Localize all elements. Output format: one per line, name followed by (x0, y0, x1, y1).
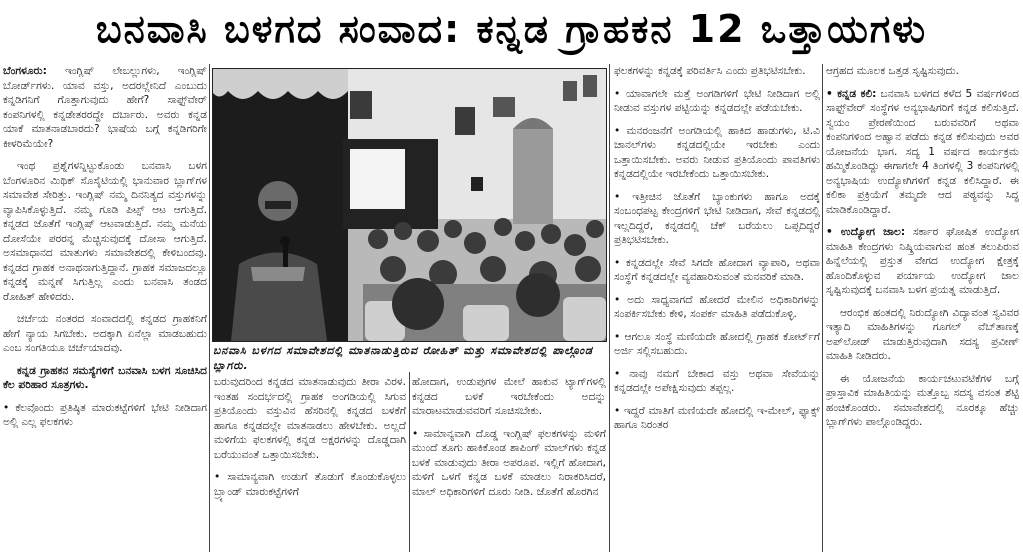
paragraph: ಈ ಯೋಜನೆಯ ಕಾರ್ಯಚಟುವಟಿಕೆಗಳ ಬಗ್ಗೆ ಪ್ರಾಸ್ತಾವಿಕ ಮಾಹಿತಿಯನ್ನು ಮತ್ತೊಬ್ಬ ಸದಸ್ಯ ವಸಂತ ಶೆಟ್ಟಿ ಹಂಚಿಕೊಂಡರು. ಸಮಾವೇಶದಲ್ಲಿ ನೂರಕ್ಕೂ ಹೆಚ್ಚು ಬ್ಲಾಗ್‌ಗಳು ಪಾಲ್ಗೊಂಡಿದ್ದರು. (826, 372, 1019, 428)
paragraph: ಆಗ್ರಹದ ಮೂಲಕ ಒತ್ತಡ ಸೃಷ್ಟಿಸುವುದು. (826, 65, 960, 77)
paragraph: ಇಂಥ ಪ್ರಶ್ನೆಗಳನ್ನಿಟ್ಟುಕೊಂಡು ಬನವಾಸಿ ಬಳಗ ಬೆಂಗಳೂರಿನ ಮಿಥಿಕ್ ಸೊಸೈಟಿಯಲ್ಲಿ ಭಾನುವಾರ ಬ್ಲಾಗ್‌ಗಳ ಸಮಾವೇಶ ಸೇರಿತ್ತು. ಇಂಗ್ಲಿಷ್ ನಮ್ಮ ದಿನನಿತ್ಯದ ವಸ್ತುಗಳನ್ನು ವ್ಯಾಪಿಸಿಕೊಳ್ಳುತ್ತಿದೆ. ನಮ್ಮ ಗೂಡಿ ಪಿಟ್ಸ್ ಆಟ ಆಗುತ್ತಿದೆ. ಕನ್ನಡದ ಜೊತೆಗೆ ಇಂಗ್ಲಿಷ್ ಆಟವಾಡುತ್ತಿದೆ. ನಮ್ಮ ಮನೆಯ ದೋಸೆಯೇ ಪರರನ್ನ ಮೆಚ್ಚಿಸುವುದಕ್ಕೆ ದೋಸಾ ಆಗುತ್ತಿದೆ. ಅಸಮಾಧಾನದ ಮಾತುಗಳು ಸಮಾವೇಶದಲ್ಲಿ ಕೇಳಿಬಂದವು. ಕನ್ನಡದ ಗ್ರಾಹಕ ಅನಾಥನಾಗುತ್ತಿದ್ದಾನೆ. ಗ್ರಾಹಕ ಸಮಾಜದಲ್ಲೂ ಕನ್ನಡಕ್ಕೆ ಮನ್ನಣೆ ಸಿಗುತ್ತಿಲ್ಲ ಎಂದು ಬನವಾಸಿ ತಂಡದ ರೋಹಿತ್ ಹೇಳಿದರು. (3, 160, 207, 303)
article-column-1 (3, 64, 207, 552)
event-photo (212, 68, 607, 342)
article-column-3 (614, 64, 820, 552)
dateline: ಬೆಂಗಳೂರು: (3, 65, 47, 77)
paragraph: ಸರ್ಕಾರ ಘೋಷಿತ ಉದ್ಯೋಗ ಮಾಹಿತಿ ಕೇಂದ್ರಗಳು ನಿಷ್ಕ್ರಿಯವಾಗುವ ಹಂತ ತಲುಪಿರುವ ಹಿನ್ನೆಲೆಯಲ್ಲಿ ಪ್ರಸ್ತುತ ವೇಗದ ಉದ್ಯೋಗ ಕ್ಷೇತ್ರಕ್ಕೆ ಹೊಂದಿಕೊಳ್ಳುವ ಪರ್ಯಾಯ ಉದ್ಯೋಗ ಜಾಲ ಸೃಷ್ಟಿಸುವುದಕ್ಕೆ ಬನವಾಸಿ ಬಳಗ ಪ್ರಯತ್ನ ಮಾಡುತ್ತಿದೆ. (826, 226, 1019, 296)
paragraph: ಬನವಾಸಿ ಬಳಗದ ಕಳೆದ 5 ವರ್ಷಗಳಿಂದ ಸಾಫ್ಟ್‌ವೇರ್ ಸಂಸ್ಥೆಗಳ ಅನ್ಯಭಾಷಿಗರಿಗೆ ಕನ್ನಡ ಕಲಿಸುತ್ತಿದೆ. ಸ್ವಯಂ ಪ್ರೇರಣೆಯಿಂದ ಬರುವವರಿಗೆ ಅಥವಾ ಕಂಪನಿಗಳಿಂದ ಅಹ್ವಾನ ಪಡೆದು ಕನ್ನಡ ಕಲಿಸುವುದು ಅವರ ಯೋಜನೆಯ ಭಾಗ. ಸದ್ಯ 1 ವರ್ಷದ ಕಾರ್ಯಕ್ರಮ ಹಮ್ಮಿಕೊಂಡಿದ್ದು ಈಗಾಗಲೇ 4 ತಿಂಗಳಲ್ಲಿ 3 ಕಂಪನಿಗಳಲ್ಲಿ ಅನ್ಯಭಾಷಿಯ ಉದ್ಯೋಗಿಗಳಿಗೆ ಕನ್ನಡ ಕಲಿಸಿದ್ದಾರೆ. ಈ ಕಲಿಕಾ ಪ್ರಕ್ರಿಯೆಗೆ ತಮ್ಮದೇ ಆದ ಪಠ್ಯವನ್ನು ಸಿದ್ಧ ಮಾಡಿಕೊಂಡಿದ್ದಾರೆ. (826, 87, 1019, 216)
bullet-paragraph: • ನಾವು ನಮಗೆ ಬೇಕಾದ ವಸ್ತು ಅಥವಾ ಸೇವೆಯನ್ನು ಕನ್ನಡದಲ್ಲೇ ಅಪೇಕ್ಷಿಸುವುದು ತಪ್ಪಲ್ಲ. (614, 367, 820, 394)
paragraph: ಹೋದಾಗ, ಉಡುಪುಗಳ ಮೇಲೆ ಹಾಕುವ ಟ್ಯಾಗ್‌ಗಳಲ್ಲಿ ಕನ್ನಡದ ಬಳಕೆ ಇರಬೇಕೆಂದು ಅದನ್ನು ಮಾರಾಟಮಾಡುವವರಿಗೆ ಸೂಚಿಸಬೇಕು. (412, 376, 606, 417)
column-rule (409, 372, 410, 552)
subheading: ಕನ್ನಡ ಗ್ರಾಹಕನ ಸಮಸ್ಯೆಗಳಿಗೆ ಬನವಾಸಿ ಬಳಗ ಸೂಚಿಸಿದ ಕೆಲ ಪರಿಹಾರ ಸೂತ್ರಗಳು. (3, 364, 207, 391)
article-headline: ಬನವಾಸಿ ಬಳಗದ ಸಂವಾದ: ಕನ್ನಡ ಗ್ರಾಹಕನ 12 ಒತ್ತಾಯಗಳು (95, 7, 928, 51)
bullet-paragraph: • ಸಾಮಾನ್ಯವಾಗಿ ದೊಡ್ಡ ಇಂಗ್ಲಿಷ್ ಫಲಕಗಳನ್ನು ಮಳಿಗೆ ಮುಂದೆ ತೂಗು ಹಾಕಿಕೊಂಡ ಶಾಪಿಂಗ್ ಮಾಲ್‌ಗಳು ಕನ್ನಡ ಬಳಕೆ ಮಾಡುವುದು ತೀರಾ ಅಪರೂಪ. ಇಲ್ಲಿಗೆ ಹೋದಾಗ, ಮಳಿಗೆ ಒಳಗೆ ಕನ್ನಡ ಬಳಕೆ ಮಾಡಲು ನಿರಾಕರಿಸಿದರೆ, ಮಾಲ್ ಅಧಿಕಾರಿಗಳಿಗೆ ದೂರು ನೀಡಿ. ಜೊತೆಗೆ ಹೊರಗಿನ (412, 427, 606, 498)
bullet-paragraph: • ಅದು ಸಾಧ್ಯವಾಗದೆ ಹೋದರೆ ಮೇಲಿನ ಅಧಿಕಾರಿಗಳನ್ನು ಸಂಪರ್ಕಿಸಬೇಕು ಕೇಳಿ, ಸಂಪರ್ಕ ಮಾಹಿತಿ ಪಡೆದುಕೊಳ್ಳಿ. (614, 293, 820, 320)
bullet-paragraph: • ಇತ್ತೀಚಿನ ಜೊತೆಗೆ ಬ್ಯಾಂಕುಗಳು ಹಾಗೂ ಅದಕ್ಕೆ ಸಂಬಂಧಪಟ್ಟ ಕೇಂದ್ರಗಳಿಗೆ ಭೇಟಿ ನೀಡಿದಾಗ, ಸೇವೆ ಕನ್ನಡದಲ್ಲಿ ಇಲ್ಲದಿದ್ದರೆ, ಕನ್ನಡದಲ್ಲಿ ಚೆಕ್ ಬರೆಯಲು ಒಪ್ಪದಿದ್ದರೆ ಪ್ರತಿಭಟಿಸಬೇಕು. (614, 190, 820, 246)
article-column-2b (412, 375, 606, 553)
bullet-paragraph: • ಆಗಲೂ ಸಂಸ್ಥೆ ಮಣಿಯದೇ ಹೋದಲ್ಲಿ ಗ್ರಾಹಕ ಕೋರ್ಟ್‌ಗೆ ಅರ್ಜಿ ಸಲ್ಲಿಸಬಹುದು. (614, 330, 820, 357)
photo-caption: ಬನವಾಸಿ ಬಳಗದ ಸಮಾವೇಶದಲ್ಲಿ ಮಾತನಾಡುತ್ತಿರುವ ರೋಹಿತ್ ಮತ್ತು ಸಮಾವೇಶದಲ್ಲಿ ಪಾಲ್ಗೊಂಡ ಬ್ಲಾಗರು. (213, 344, 593, 372)
paragraph: ಆರಂಭಿಕ ಹಂತದಲ್ಲಿ ನಿರುದ್ಯೋಗಿ ವಿದ್ಯಾವಂತ ಸ್ವವಿವರ ಇತ್ಯಾದಿ ಮಾಹಿತಿಗಳನ್ನು ಗೂಗಲ್ ವೆಬ್‌ತಾಣಕ್ಕೆ ಅಪ್‌ಲೋಡ್ ಮಾಡುತ್ತಿರುವುದಾಗಿ ಸದಸ್ಯ ಪ್ರವೀಣ್ ಮಾಹಿತಿ ನೀಡಿದರು. (826, 306, 1019, 362)
bullet-paragraph: • ಇದ್ದರೆ ಮಾತಿಗೆ ಮಣಿಯದೇ ಹೋದಲ್ಲಿ ಇ-ಮೇಲ್, ಫ್ಯಾಕ್ಸ್ ಹಾಗೂ ನಿರಂತರ (614, 404, 820, 431)
article-column-2a (214, 375, 406, 553)
column-rule (209, 64, 210, 552)
column-rule (609, 64, 610, 552)
column-rule (822, 64, 823, 552)
bullet-paragraph: • ಯಾವಾಗಲೇ ಮತ್ತೆ ಅಂಗಡಿಗಳಿಗೆ ಭೇಟಿ ನೀಡಿದಾಗ ಅಲ್ಲಿ ನೀಡುವ ವಸ್ತುಗಳ ಪಟ್ಟಿಯನ್ನು ಕನ್ನಡದಲ್ಲೇ ಪಡೆಯಬೇಕು. (614, 87, 820, 114)
paragraph: ಇಂಗ್ಲಿಷ್ ಲೇಬಲ್ಲುಗಳು, ಇಂಗ್ಲಿಷ್ ಬೋರ್ಡ್‌ಗಳು. ಯಾವ ವಸ್ತು, ಅದರಲ್ಲೇನಿದೆ ಎಂಬುದು ಕನ್ನಡಿಗನಿಗೆ ಗೊತ್ತಾಗುವುದು ಹೇಗೆ? ಸಾಫ್ಟ್‌ವೇರ್ ಕಂಪನಿಗಳಲ್ಲಿ ಕನ್ನಡೇತರರದ್ದೇ ದರ್ಬಾರು. ಅವರು ಕನ್ನಡ ಯಾಕೆ ಮಾತನಾಡಬಾರದು? ಭಾಷೆಯ ಬಗ್ಗೆ ಕನ್ನಡಿಗರಿಗೇ ಕೀಳರಿಮೆಯೇ? (3, 65, 207, 150)
bullet-paragraph: • ಕನ್ನಡದಲ್ಲೇ ಸೇವೆ ಸಿಗದೇ ಹೋದಾಗ ವ್ಯಾಪಾರಿ, ಅಥವಾ ಸಂಸ್ಥೆಗೆ ಕನ್ನಡದಲ್ಲೇ ವ್ಯವಹಾರಿಸುವಂತೆ ಮನವರಿಕೆ ಮಾಡಿ. (614, 256, 820, 283)
bullet-paragraph: • ಮನರಂಜನೆಗೆ ಅಂಗಡಿಯಲ್ಲಿ ಹಾಕಿದ ಹಾಡುಗಳು, ಟಿ.ವಿ ಚಾನಲ್‌ಗಳು ಕನ್ನಡದಲ್ಲಿಯೇ ಇರಬೇಕು ಎಂದು ಒತ್ತಾಯಿಸಬೇಕು. ಅವರು ನೀಡುವ ಪ್ರತಿಯೊಂದು ಪಾವತಿಗಳು ಕನ್ನಡದಲ್ಲಿಯೇ ಇರಬೇಕೆಂದು ಒತ್ತಾಯಿಸಬೇಕು. (614, 124, 820, 180)
paragraph: ಫಲಕಗಳನ್ನು ಕನ್ನಡಕ್ಕೆ ಪರಿವರ್ತಿಸಿ ಎಂದು ಪ್ರತಿಭಟಿಸಬೇಕು. (614, 65, 806, 77)
article-column-4 (826, 64, 1019, 552)
paragraph: ಚರ್ಚೆಯ ನಂತರದ ಸಂವಾದದಲ್ಲಿ ಕನ್ನಡದ ಗ್ರಾಹಕನಿಗೆ ಹೇಗೆ ನ್ಯಾಯ ಸಿಗಬೇಕು. ಅದಕ್ಕಾಗಿ ಏನೆಲ್ಲಾ ಮಾಡಬಹುದು ಎಂಬ ಸಂಗತಿಯೂ ಚರ್ಚೆಯಾದವು. (3, 313, 207, 354)
bullet-lead: • ಕನ್ನಡ ಕಲಿ: (826, 87, 877, 100)
bullet-paragraph: • ಕೆಲವೊಂದು ಪ್ರತಿಷ್ಠಿತ ಮಾರುಕಟ್ಟೆಗಳಿಗೆ ಭೇಟಿ ನೀಡಿದಾಗ ಅಲ್ಲಿ ಎಲ್ಲ ಫಲಕಗಳು (3, 401, 207, 428)
paragraph: ಬರುವುದರಿಂದ ಕನ್ನಡದ ಮಾತನಾಡುವುದು ತೀರಾ ವಿರಳ. ಇಂತಹ ಸಂದರ್ಭದಲ್ಲಿ ಗ್ರಾಹಕ ಅಂಗಡಿಯಲ್ಲಿ ಸಿಗುವ ಪ್ರತಿಯೊಂದು ವಸ್ತುವಿನ ಹೆಸರಿನಲ್ಲಿ ಕನ್ನಡದ ಬಳಕೆಗೆ ಹಾಗೂ ಕನ್ನಡದಲ್ಲೇ ಮಾತನಾಡಲು ಹೇಳಬೇಕು. ಅಲ್ಲದೆ ಮಳಿಗೆಯ ಫಲಕಗಳಲ್ಲಿ ಕನ್ನಡ ಅಕ್ಷರಗಳನ್ನು ದೊಡ್ಡದಾಗಿ ಬರೆಯುವಂತೆ ಒತ್ತಾಯಿಸಬೇಕು. (214, 376, 406, 461)
bullet-lead: • ಉದ್ಯೋಗ ಜಾಲ: (826, 226, 906, 238)
bullet-paragraph: • ಸಾಮಾನ್ಯವಾಗಿ ಉಡುಗೆ ತೊಡುಗೆ ಕೊಂಡುಕೊಳ್ಳಲು ಬ್ರ್ಯಾಂಡ್ ಮಾರುಕಟ್ಟೆಗಳಿಗೆ (214, 471, 406, 498)
